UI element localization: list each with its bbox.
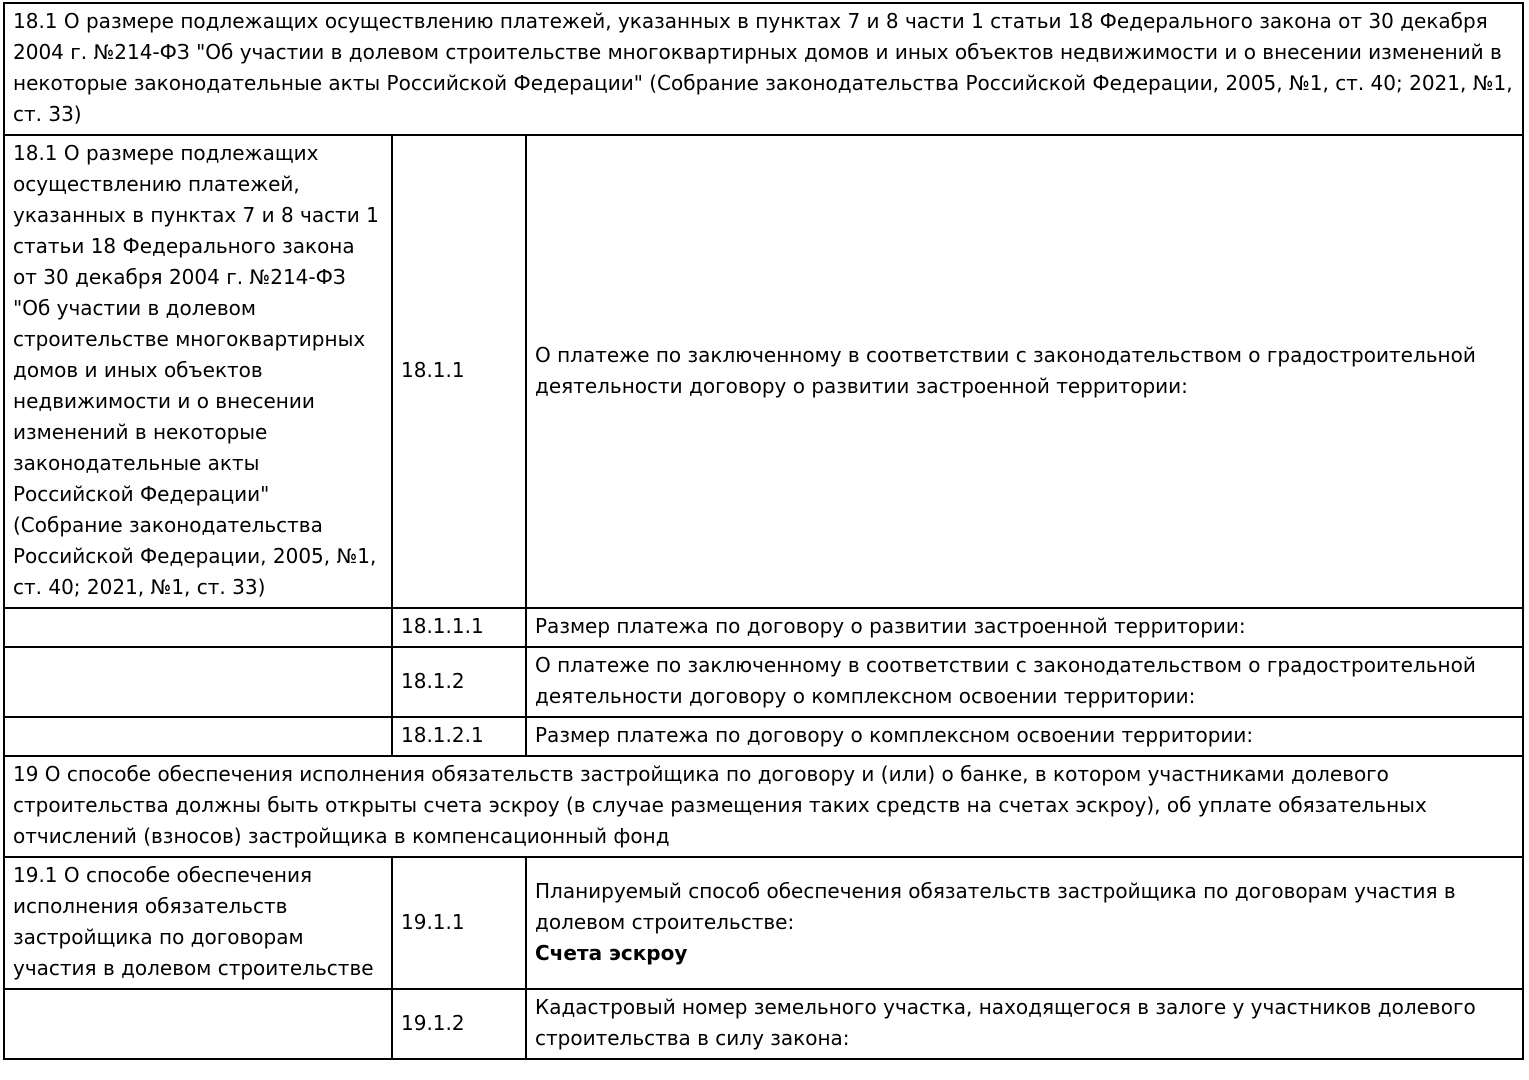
- description-text: О платеже по заключенному в соответствии с законодательством о градостроительной деятельности договору о развитии застроенной территории:: [535, 342, 1476, 398]
- code-cell-18-1-1: 18.1.1: [392, 135, 526, 608]
- group-label-cell-empty: [4, 647, 392, 717]
- table-row-19-1-2: [4, 989, 1523, 1059]
- code-cell-18-1-2: 18.1.2: [392, 647, 526, 717]
- description-text: Кадастровый номер земельного участка, находящегося в залоге у участников долевого строительства в силу закона:: [535, 995, 1476, 1050]
- description-cell-18-1-2: [526, 647, 1523, 717]
- group-label-cell-empty: [4, 989, 392, 1059]
- description-cell-18-1-2-1: [526, 717, 1523, 756]
- code-cell-18-1-2-1: 18.1.2.1: [392, 717, 526, 756]
- code-cell-19-1-1: 19.1.1: [392, 857, 526, 989]
- code-cell-19-1-2: 19.1.2: [392, 989, 526, 1059]
- description-text: Размер платежа по договору о развитии застроенной территории:: [535, 614, 1246, 638]
- section-header-row-18-1: [4, 3, 1523, 135]
- description-cell-19-1-2: [526, 989, 1523, 1059]
- table-row-19-1-1: [4, 857, 1523, 989]
- description-cell-18-1-1: [526, 135, 1523, 608]
- table-row-18-1-2-1: [4, 717, 1523, 756]
- value-text: Счета эскроу: [535, 940, 688, 965]
- section-header-row-19: [4, 756, 1523, 857]
- group-label-cell-empty: [4, 608, 392, 647]
- description-text: Размер платежа по договору о комплексном освоении территории:: [535, 723, 1254, 747]
- description-cell-18-1-1-1: [526, 608, 1523, 647]
- group-label-cell-19-1: 19.1 О способе обеспечения исполнения обязательств застройщика по договорам участия в долевом строительстве: [4, 857, 392, 989]
- table-row-18-1-1-1: [4, 608, 1523, 647]
- section-header-18-1: 18.1 О размере подлежащих осуществлению платежей, указанных в пунктах 7 и 8 части 1 статьи 18 Федерального закона от 30 декабря 2004 г. №214-ФЗ "Об участии в долевом строительстве многоквартирных домов и иных объектов недвижимости и о внесении изменений в некоторые законодательные акты Российской Федерации" (Собрание законодательства Российской Федерации, 2005, №1, ст. 40; 2021, №1, ст. 33): [4, 3, 1523, 135]
- table-row-18-1-1: [4, 135, 1523, 608]
- code-cell-18-1-1-1: 18.1.1.1: [392, 608, 526, 647]
- group-label-cell-empty: [4, 717, 392, 756]
- description-text: Планируемый способ обеспечения обязательств застройщика по договорам участия в долевом строительстве:: [535, 878, 1456, 934]
- description-text: О платеже по заключенному в соответствии с законодательством о градостроительной деятельности договору о комплексном освоении территории:: [535, 653, 1476, 708]
- section-header-19: 19 О способе обеспечения исполнения обязательств застройщика по договору и (или) о банке, в котором участниками долевого строительства должны быть открыты счета эскроу (в случае размещения таких средств на счетах эскроу), об уплате обязательных отчислений (взносов) застройщика в компенсационный фонд: [4, 756, 1523, 857]
- group-label-cell-18-1: 18.1 О размере подлежащих осуществлению платежей, указанных в пунктах 7 и 8 части 1 статьи 18 Федерального закона от 30 декабря 2004 г. №214-ФЗ "Об участии в долевом строительстве многоквартирных домов и иных объектов недвижимости и о внесении изменений в некоторые законодательные акты Российской Федерации" (Собрание законодательства Российской Федерации, 2005, №1, ст. 40; 2021, №1, ст. 33): [4, 135, 392, 608]
- project-declaration-table: [3, 2, 1524, 1060]
- description-cell-19-1-1: [526, 857, 1523, 989]
- table-row-18-1-2: [4, 647, 1523, 717]
